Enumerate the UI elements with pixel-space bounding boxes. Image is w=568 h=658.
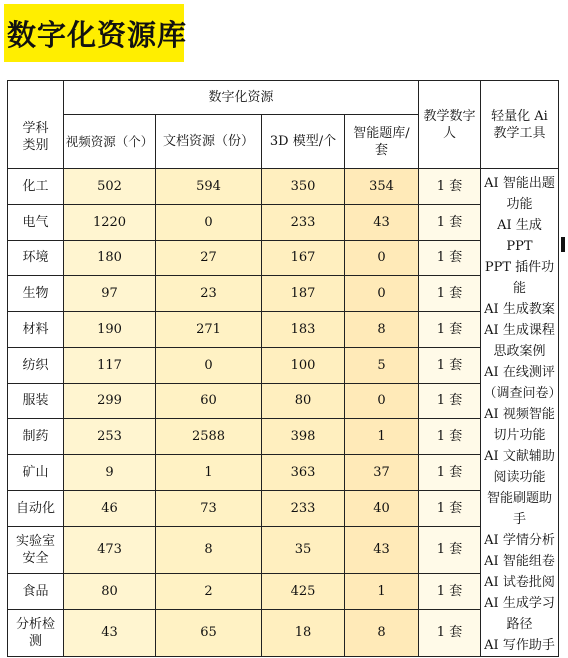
cell-video: 502 <box>64 169 156 205</box>
cell-digital-human: 1 套 <box>419 526 481 573</box>
cell-digital-human: 1 套 <box>419 312 481 348</box>
cell-3d-model: 35 <box>262 526 345 573</box>
cell-question-bank: 0 <box>345 240 419 276</box>
cell-docs: 271 <box>156 312 262 348</box>
cell-3d-model: 167 <box>262 240 345 276</box>
cell-subject: 制药 <box>8 419 64 455</box>
ai-tool-item: AI 试卷批阅 <box>484 575 555 590</box>
cell-3d-model: 187 <box>262 276 345 312</box>
cell-digital-human: 1 套 <box>419 609 481 656</box>
cell-subject: 纺织 <box>8 347 64 383</box>
cell-video: 80 <box>64 573 156 609</box>
cell-subject: 自动化 <box>8 490 64 526</box>
cell-3d-model: 398 <box>262 419 345 455</box>
cell-question-bank: 1 <box>345 419 419 455</box>
cell-digital-human: 1 套 <box>419 490 481 526</box>
cell-3d-model: 233 <box>262 490 345 526</box>
ai-tool-item: AI 在线测评（调查问卷） <box>483 365 562 401</box>
cell-subject: 电气 <box>8 204 64 240</box>
header-3d-model: 3D 模型/个 <box>262 115 345 169</box>
table-row <box>8 276 559 312</box>
cell-subject: 实验室安全 <box>8 526 64 573</box>
table-row <box>8 419 559 455</box>
cell-question-bank: 37 <box>345 455 419 491</box>
cell-subject: 服装 <box>8 383 64 419</box>
cell-video: 9 <box>64 455 156 491</box>
table-row <box>8 573 559 609</box>
cell-digital-human: 1 套 <box>419 573 481 609</box>
cell-3d-model: 100 <box>262 347 345 383</box>
cell-docs: 8 <box>156 526 262 573</box>
cell-3d-model: 18 <box>262 609 345 656</box>
cell-video: 97 <box>64 276 156 312</box>
resource-table <box>7 80 562 657</box>
header-subject: 学科类别 <box>8 81 64 169</box>
table-row <box>8 455 559 491</box>
cell-digital-human: 1 套 <box>419 169 481 205</box>
cell-docs: 2588 <box>156 419 262 455</box>
cell-3d-model: 183 <box>262 312 345 348</box>
cell-3d-model: 350 <box>262 169 345 205</box>
cell-subject: 矿山 <box>8 455 64 491</box>
cell-question-bank: 40 <box>345 490 419 526</box>
cell-video: 190 <box>64 312 156 348</box>
cell-video: 1220 <box>64 204 156 240</box>
cell-question-bank: 354 <box>345 169 419 205</box>
cell-3d-model: 363 <box>262 455 345 491</box>
cell-question-bank: 0 <box>345 276 419 312</box>
header-video: 视频资源（个） <box>64 115 156 169</box>
ai-tool-item: AI 文献辅助阅读功能 <box>484 449 555 485</box>
table-row <box>8 312 559 348</box>
cell-docs: 65 <box>156 609 262 656</box>
cell-docs: 27 <box>156 240 262 276</box>
table-row <box>8 169 559 205</box>
table-row <box>8 609 559 656</box>
cell-question-bank: 0 <box>345 383 419 419</box>
table-row <box>8 347 559 383</box>
cell-video: 473 <box>64 526 156 573</box>
ai-tool-item: AI 生成课程思政案例 <box>484 323 555 359</box>
cell-digital-human: 1 套 <box>419 455 481 491</box>
ai-tool-item: AI 智能组卷 <box>484 554 555 569</box>
cell-digital-human: 1 套 <box>419 419 481 455</box>
page-title: 数字化资源库 <box>4 4 184 62</box>
table-row <box>8 526 559 573</box>
cell-digital-human: 1 套 <box>419 276 481 312</box>
cell-video: 180 <box>64 240 156 276</box>
cell-3d-model: 233 <box>262 204 345 240</box>
header-digital-resources: 数字化资源 <box>64 81 419 115</box>
cell-video: 117 <box>64 347 156 383</box>
table-row <box>8 383 559 419</box>
ai-tool-item: AI 智能出题功能 <box>484 176 555 212</box>
cell-video: 43 <box>64 609 156 656</box>
cell-question-bank: 8 <box>345 609 419 656</box>
cell-subject: 材料 <box>8 312 64 348</box>
cell-docs: 1 <box>156 455 262 491</box>
cell-question-bank: 43 <box>345 526 419 573</box>
ai-tool-item: AI 视频智能切片功能 <box>484 407 555 443</box>
cell-subject: 食品 <box>8 573 64 609</box>
ai-tool-item: AI 生成学习路径 <box>484 596 555 632</box>
ai-tools-list <box>481 169 562 657</box>
cell-docs: 0 <box>156 347 262 383</box>
ai-tool-item: AI 生成 PPT <box>497 218 542 254</box>
ai-tool-item: 智能刷题助手 <box>486 491 552 527</box>
cursor-mark <box>561 237 565 252</box>
ai-tool-item: AI 写作助手 <box>484 638 555 653</box>
cell-question-bank: 5 <box>345 347 419 383</box>
table-row <box>8 490 559 526</box>
header-docs: 文档资源（份） <box>156 115 262 169</box>
cell-digital-human: 1 套 <box>419 240 481 276</box>
header-digital-human: 教学数字人 <box>419 81 481 169</box>
cell-video: 299 <box>64 383 156 419</box>
cell-question-bank: 43 <box>345 204 419 240</box>
cell-docs: 0 <box>156 204 262 240</box>
cell-docs: 73 <box>156 490 262 526</box>
cell-docs: 23 <box>156 276 262 312</box>
cell-subject: 分析检测 <box>8 609 64 656</box>
cell-docs: 594 <box>156 169 262 205</box>
cell-subject: 生物 <box>8 276 64 312</box>
cell-3d-model: 80 <box>262 383 345 419</box>
cell-docs: 60 <box>156 383 262 419</box>
cell-3d-model: 425 <box>262 573 345 609</box>
cell-video: 253 <box>64 419 156 455</box>
cell-digital-human: 1 套 <box>419 204 481 240</box>
cell-question-bank: 1 <box>345 573 419 609</box>
cell-digital-human: 1 套 <box>419 383 481 419</box>
cell-subject: 环境 <box>8 240 64 276</box>
cell-question-bank: 8 <box>345 312 419 348</box>
ai-tool-item: AI 学情分析 <box>484 533 555 548</box>
cell-digital-human: 1 套 <box>419 347 481 383</box>
cell-video: 46 <box>64 490 156 526</box>
ai-tool-item: PPT 插件功能 <box>484 260 555 296</box>
table-row <box>8 240 559 276</box>
table-row <box>8 204 559 240</box>
cell-docs: 2 <box>156 573 262 609</box>
header-ai-tools: 轻量化 Ai 教学工具 <box>481 81 559 169</box>
ai-tool-item: AI 生成教案 <box>484 302 555 317</box>
header-question-bank: 智能题库/套 <box>345 115 419 169</box>
cell-subject: 化工 <box>8 169 64 205</box>
